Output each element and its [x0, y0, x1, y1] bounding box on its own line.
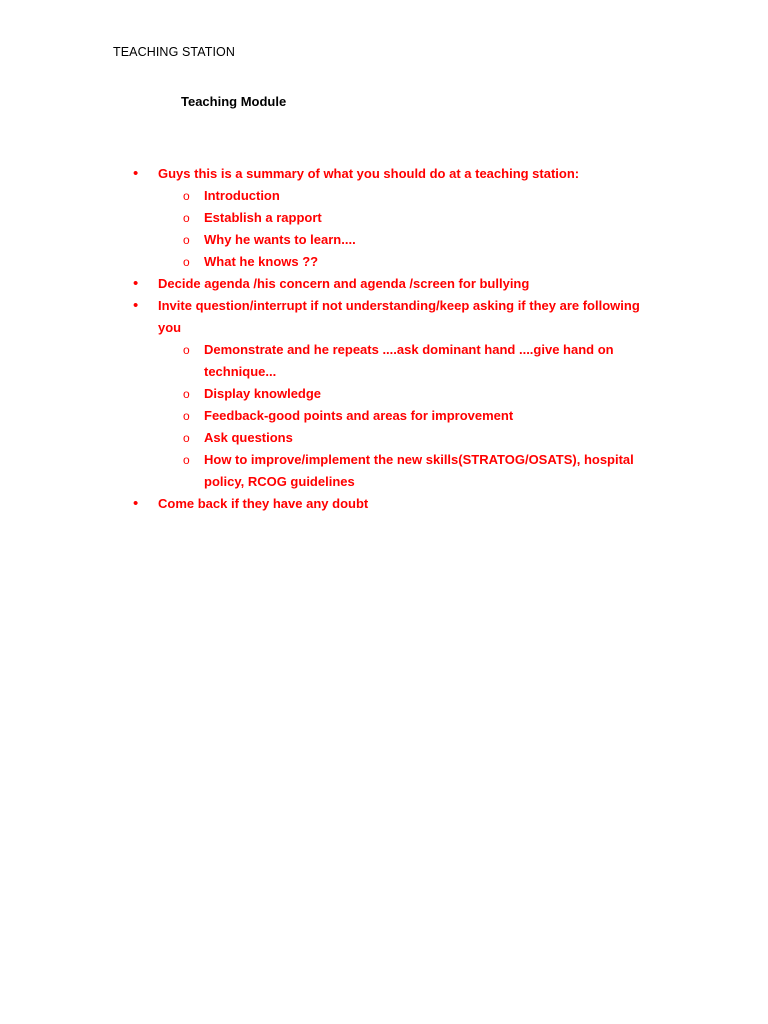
- list-item-text: What he knows ??: [204, 254, 319, 269]
- bullet-icon: •: [133, 495, 139, 512]
- sub-list-item: [0, 207, 768, 229]
- sub-list-item: [0, 449, 768, 493]
- sub-list-item: [0, 405, 768, 427]
- circle-bullet-icon: o: [183, 453, 190, 467]
- bullet-icon: •: [133, 297, 139, 314]
- circle-bullet-icon: o: [183, 211, 190, 225]
- list-item: [0, 295, 768, 339]
- list-item-text: How to improve/implement the new skills(STRATOG/OSATS), hospital policy, RCOG guidelines: [204, 452, 634, 489]
- list-item-text: Why he wants to learn....: [204, 232, 356, 247]
- list-item-text: Demonstrate and he repeats ....ask dominant hand ....give hand on technique...: [204, 342, 614, 379]
- list-item: [0, 163, 768, 185]
- list-item: [0, 273, 768, 295]
- list-item-text: Come back if they have any doubt: [158, 496, 369, 511]
- sub-list-item: [0, 339, 768, 383]
- circle-bullet-icon: o: [183, 255, 190, 269]
- list-item-text: Decide agenda /his concern and agenda /screen for bullying: [158, 276, 530, 291]
- circle-bullet-icon: o: [183, 189, 190, 203]
- list-item-text: Invite question/interrupt if not understanding/keep asking if they are following you: [158, 298, 640, 335]
- circle-bullet-icon: o: [183, 343, 190, 357]
- sub-list-item: [0, 229, 768, 251]
- circle-bullet-icon: o: [183, 431, 190, 445]
- list-item-text: Display knowledge: [204, 386, 322, 401]
- sub-list-item: [0, 185, 768, 207]
- bullet-icon: •: [133, 275, 139, 292]
- sub-list-item: [0, 427, 768, 449]
- list-item-text: Feedback-good points and areas for improvement: [204, 408, 514, 423]
- circle-bullet-icon: o: [183, 233, 190, 247]
- list-item-text: Guys this is a summary of what you should do at a teaching station:: [158, 166, 580, 181]
- bullet-list: [0, 163, 768, 515]
- bullet-icon: •: [133, 165, 139, 182]
- sub-list-item: [0, 383, 768, 405]
- circle-bullet-icon: o: [183, 387, 190, 401]
- module-title: Teaching Module: [181, 94, 287, 109]
- circle-bullet-icon: o: [183, 409, 190, 423]
- list-item-text: Ask questions: [204, 430, 293, 445]
- list-item-text: Establish a rapport: [204, 210, 322, 225]
- sub-list-item: [0, 251, 768, 273]
- document-header: TEACHING STATION: [113, 45, 235, 59]
- list-item-text: Introduction: [204, 188, 280, 203]
- list-item: [0, 493, 768, 515]
